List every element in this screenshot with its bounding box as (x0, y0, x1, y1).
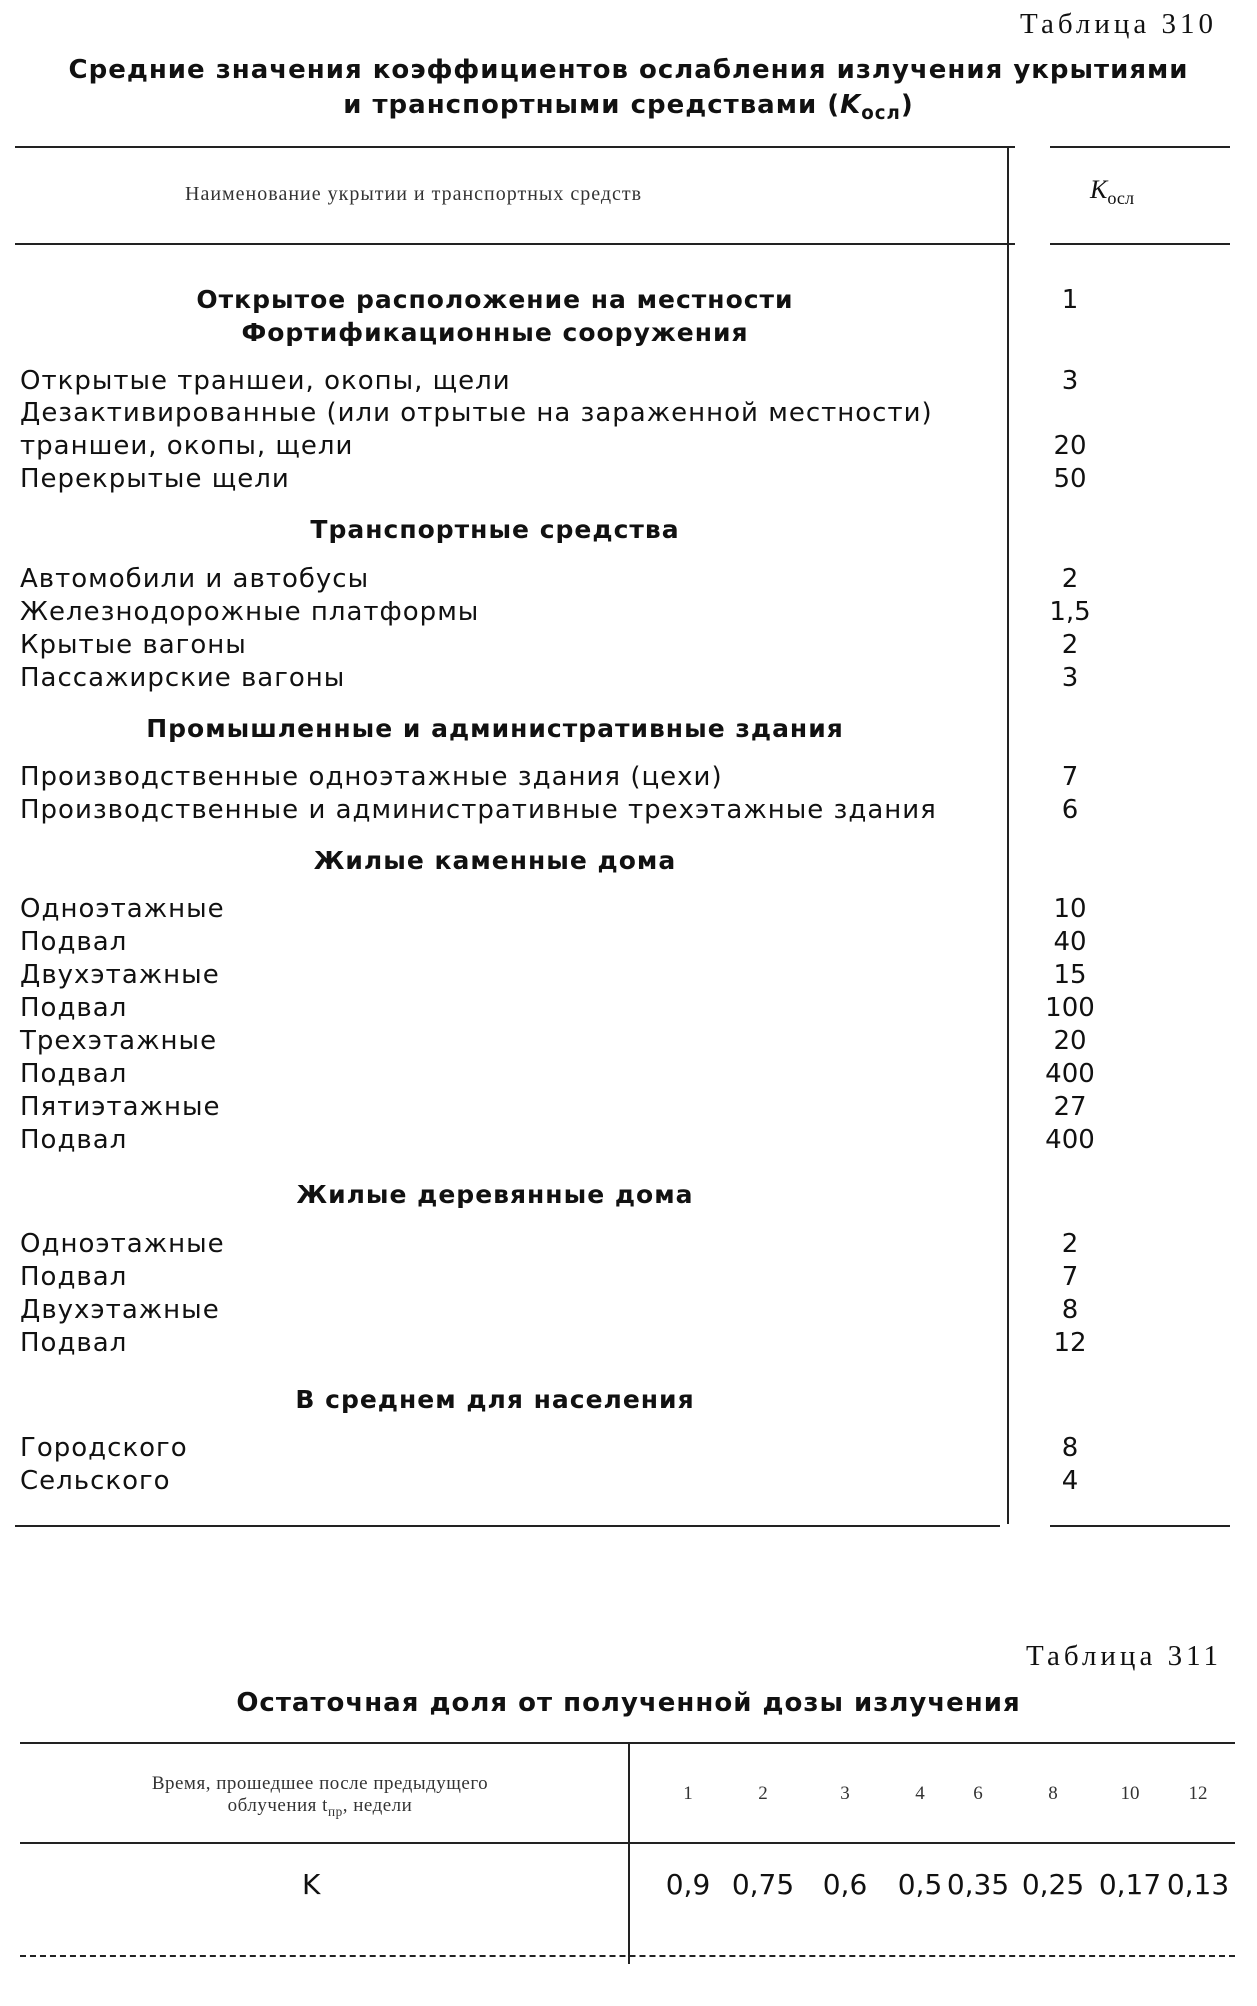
row-label: Подвал (20, 1328, 128, 1358)
row-label: Подвал (20, 927, 128, 957)
k-value: 0,35 (946, 1868, 1010, 1901)
row-label: Пятиэтажные (20, 1092, 221, 1122)
row-value: 100 (1045, 993, 1095, 1023)
row-value: 1 (1061, 285, 1079, 315)
row-value: 6 (1061, 795, 1079, 825)
table-310-col2-header (1090, 175, 1134, 209)
section-heading: Жилые каменные дома (313, 846, 677, 875)
row-label: Двухэтажные (20, 1295, 220, 1325)
table-310-column-divider (1007, 148, 1009, 1524)
table-311-row-label: K (302, 1868, 321, 1901)
k-value: 0,13 (1166, 1868, 1230, 1901)
k-value: 0,5 (897, 1868, 943, 1901)
table-310-header-rule (15, 243, 1015, 245)
row-label: Подвал (20, 1262, 128, 1292)
row-value: 400 (1045, 1059, 1095, 1089)
row-value: 10 (1053, 894, 1087, 924)
row-value: 1,5 (1049, 597, 1091, 627)
table-311-middle-rule (20, 1842, 1235, 1844)
row-value: 50 (1053, 464, 1087, 494)
week-header: 8 (1048, 1783, 1058, 1804)
row-label: Перекрытые щели (20, 464, 290, 494)
row-value: 3 (1061, 366, 1079, 396)
row-label: Производственные и административные трехэтажные здания (20, 795, 937, 825)
week-header: 2 (758, 1783, 768, 1804)
row-value: 12 (1053, 1328, 1087, 1358)
table-310-header-rule-right (1050, 243, 1230, 245)
row-value: 27 (1053, 1092, 1087, 1122)
k-value: 0,6 (822, 1868, 868, 1901)
row-value: 15 (1053, 960, 1087, 990)
section-heading: Жилые деревянные дома (296, 1180, 694, 1209)
table-310-col1-header: Наименование укрытии и транспортных средств (185, 183, 643, 205)
table-310-top-rule-right (1050, 146, 1230, 148)
row-value: 3 (1061, 663, 1079, 693)
section-heading: Открытое расположение на местности (196, 285, 794, 314)
row-value: 7 (1061, 1262, 1079, 1292)
table-310-top-rule (15, 146, 1015, 148)
row-label: Трехэтажные (20, 1026, 218, 1056)
table-310-caption: Таблица 310 (1019, 8, 1217, 40)
k-value: 0,17 (1098, 1868, 1162, 1901)
header-k-symbol: K (1090, 175, 1108, 204)
row-value: 20 (1053, 431, 1087, 461)
row-header-line1: Время, прошедшее после предыдущего (151, 1773, 489, 1794)
week-header: 1 (683, 1783, 693, 1804)
header-k-subscript: осл (1107, 188, 1135, 209)
table-310-bottom-rule (15, 1525, 1000, 1527)
row-header-line2-text: облучения t (227, 1795, 328, 1816)
row-value: 400 (1045, 1125, 1095, 1155)
row-label: Подвал (20, 1125, 128, 1155)
section-heading: Транспортные средства (310, 515, 680, 544)
table-310-bottom-rule-right (1050, 1525, 1230, 1527)
row-label: Открытые траншеи, окопы, щели (20, 366, 511, 396)
row-header-line2 (30, 1795, 610, 1823)
row-value: 8 (1061, 1295, 1079, 1325)
row-value: 20 (1053, 1026, 1087, 1056)
row-label: Железнодорожные платформы (20, 597, 480, 627)
row-value: 7 (1061, 762, 1079, 792)
table-311-row-header (30, 1773, 610, 1823)
section-heading: В среднем для населения (295, 1385, 695, 1414)
row-label: Пассажирские вагоны (20, 663, 346, 693)
row-label: Одноэтажные (20, 894, 225, 924)
row-value: 8 (1061, 1433, 1079, 1463)
k-value: 0,9 (665, 1868, 711, 1901)
table-311-bottom-rule (20, 1955, 1235, 1957)
week-header: 3 (840, 1783, 850, 1804)
week-header: 10 (1120, 1783, 1140, 1804)
row-header-subscript: пр (327, 1803, 343, 1819)
table-310-title-line1: Средние значения коэффициентов ослабления излучения укрытиями (68, 55, 1189, 85)
row-label: Крытые вагоны (20, 630, 247, 660)
title-k-symbol: K (840, 90, 862, 120)
row-label: Подвал (20, 1059, 128, 1089)
k-value: 0,75 (731, 1868, 795, 1901)
row-header-line2-end: , недели (342, 1795, 413, 1816)
title-k-subscript: осл (861, 103, 901, 125)
table-310-title-line2 (0, 90, 1257, 124)
title-line2-text: и транспортными средствами ( (343, 90, 841, 120)
row-label: Одноэтажные (20, 1229, 225, 1259)
row-label: Двухэтажные (20, 960, 220, 990)
section-heading: Промышленные и административные здания (146, 714, 844, 743)
section-heading: Фортификационные сооружения (241, 318, 749, 347)
row-label: Сельского (20, 1466, 171, 1496)
week-header: 12 (1188, 1783, 1208, 1804)
row-label: Автомобили и автобусы (20, 564, 370, 594)
table-311-column-divider (628, 1744, 630, 1964)
row-value: 40 (1053, 927, 1087, 957)
table-311-caption: Таблица 311 (1026, 1640, 1222, 1672)
table-311-title: Остаточная доля от полученной дозы излучения (236, 1688, 1021, 1718)
row-label: Подвал (20, 993, 128, 1023)
row-label: Городского (20, 1433, 188, 1463)
row-label: Дезактивированные (или отрытые на зараженной местности) (20, 398, 933, 428)
week-header: 6 (973, 1783, 983, 1804)
week-header: 4 (915, 1783, 925, 1804)
row-value: 2 (1061, 564, 1079, 594)
title-line2-close: ) (900, 90, 914, 120)
k-value: 0,25 (1021, 1868, 1085, 1901)
row-label: траншеи, окопы, щели (20, 431, 354, 461)
row-value: 2 (1061, 1229, 1079, 1259)
row-value: 2 (1061, 630, 1079, 660)
row-label: Производственные одноэтажные здания (цехи) (20, 762, 723, 792)
row-value: 4 (1061, 1466, 1079, 1496)
